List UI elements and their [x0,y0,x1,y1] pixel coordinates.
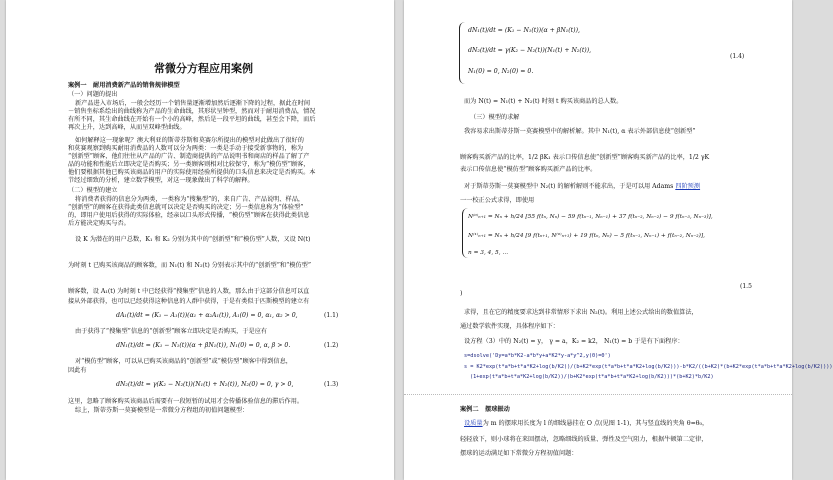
p10-text: 对于斯蒂芬斯一莫赛模型中 N₂(t) 的解析解则不能求出，于是可以用 Adams [464,183,674,190]
code-line-1: s=dsolve('Dy=a*b*K2-a*b*y+a*K2*y-a*y^2,y(0)=0') [464,353,611,359]
p1-line-3: 再次上升，达到高峰，从而呈双峰型曲线。 [68,124,186,131]
p2-line-3: 品的功能和性能后立即决定是否购买；另一类顾客则相对比较保守，称为“模仿型”顾客， [68,161,310,168]
page-break-line [404,394,792,395]
mass-link[interactable]: 设质量 [464,420,483,427]
p10-line-0 [464,183,700,191]
section-3-heading: （三）模型的求解 [470,114,520,121]
adams-index: n = 3, 4, 5, … [468,250,509,256]
p10-line-1: 一一校正公式求得，即使用 [460,197,535,204]
case2-heading-text: 摆球振动 [485,406,510,413]
p3-line-1: “创新型”的顾客在获得此类信息就可以决定是否购买的决定；另一类信息称为“体验型” [68,204,304,211]
p7: 这里，忽略了顾客购买该商品后需要有一段短暂的试用才会传播体验信息的滞后作用。 [68,398,304,405]
p4-line-2: 顾客数，设 A₁(t) 为时刻 t 中已经获得“搜集型”信息的人数，那么由于这部分信息可以直 [68,288,310,295]
equation-1-3-number: (1.3) [324,381,339,388]
equation-1-2: dN₁(t)/dt = (K₁ − N₁(t))(α + βN₁(t)), N₁(0) = 0, α, β > 0. [116,342,291,349]
case1-heading-text: 耐用消费新产品的销售规律模型 [93,82,180,89]
adams-link[interactable]: 四阶预测 [675,183,701,190]
p4-line-0: 设 K 为潜在的用户总数，K₁ 和 K₂ 分别为其中的“创新型”和“模仿型”人数，又设 N(t) [75,236,311,243]
p2-line-1: 和莫赛观察到购买耐用消费品的人数可以分为两类：一类是手动于接受新事物的，称为 [68,145,304,152]
p1-line-1: －销售坐标系绘出的曲线称为产品的生命曲线，其形状呈钟型，然而对于耐用消费品，情况 [68,108,316,115]
equation-1-2-number: (1.2) [324,342,339,349]
case1-heading [68,82,180,90]
p13-line-1: 轻轻放下，则小球将在来回摆动，忽略细线的质量、弹性及空气阻力，根据牛顿第二定律， [460,436,708,443]
p1-line-0: 新产品进入市场后，一般会经历一个销售量逐渐增加然后逐渐下降的过程，据此在时间 [75,100,311,107]
section-2-heading: （二）模型的建立 [68,187,118,194]
right-page [404,0,833,480]
section-1-heading: （一）问题的提出 [68,91,118,98]
p8: 综上，斯蒂芬斯一莫赛模型是一常微分方程组的初值问题模型： [75,407,249,414]
adams-corrector: N⁽¹⁾ₙ₊₁ = Nₙ + h/24 [9 f(tₙ₊₁, N⁽⁰⁾ₙ₊₁) + 19 f(tₙ, Nₙ) − 5 f(tₙ₋₁, Nₙ₋₁) + f(tₙ₋₂, Nₙ₋₂)], [468,233,705,239]
after-system: 而为 N(t) = N₁(t) + N₂(t) 时刻 t 购买该商品的总人数。 [464,98,623,105]
p11-line-0: 求得，且在它的精度要求达到非常情形下求出 N₂(t)。利用上述公式给出的数值算法， [464,309,698,316]
p3-line-2: 的，即用户使用后获得的实际体验，经亲以口头形式传播，“模仿型”顾客在获得此类信息 [68,212,310,219]
p11-line-1: 通过数学软件实现，具体程序如下： [460,323,559,330]
system-line-3: N₁(0) = 0, N₂(0) = 0. [468,68,534,75]
system-line-2: dN₂(t)/dt = γ(K₂ − N₂(t))(N₁(t) + N₂(t)), [468,47,592,54]
p1-line-2: 有所不同，其生命曲线在开始有一个小的高峰，然后是一段平坦的曲线，甚至会下降，而后 [68,116,316,123]
p2-line-2: “创新型”顾客，他们往往从产品的广告、制造商提供的产品说明书和商店的样品了解了产 [68,153,310,160]
p13-line-0 [464,420,708,428]
p3-line-3: 后方能决定购买与否。 [68,220,130,227]
p3-line-0: 将消费者获得的信息分为两类，一类称为“搜集型”的，来自广告、产品说明、样品， [75,196,305,203]
system-number: (1.4) [730,53,745,60]
p13-text: 为 m 的摆球用长度为 l 的细线悬挂在 O 点(见图 1-1)，其与竖直线的夹角 θ=θ₀， [482,420,709,427]
p9-line-1: 顾客购买新产品的比率，1/2 βK₁ 表示口传信息使“创新型”顾客购买新产品的比率，1/2 γK [460,154,710,161]
p2-line-4: 他们要根据其他已购买该商品的用户的实际使用经验所提供的口头信息来决定是否购买。本 [68,169,316,176]
adams-number: (1.5 [740,283,752,290]
case1-heading-prefix: 案例一 [68,82,87,89]
case2-heading-prefix: 案例二 [460,406,479,413]
code-line-3: (1+exp(t*a*b+t*a*K2+log(b/K2))/(b+K2*exp(t*a*b+t*a*K2+log(b/K2)))*(b+K2)*b/K2) [470,374,714,380]
equation-1-1-number: (1.1) [324,312,339,319]
p6-line-1: 因此有 [68,367,87,374]
p9-line-0: 我容易求出斯蒂芬斯一莫赛模型中的解析解。其中 N₁(t), α 表示外部信息使“创新型” [464,128,696,135]
p9-line-2: 表示口传信息使“模仿型”顾客购买新产品的比率。 [460,166,597,173]
p2-line-5: 节经过细致的分析，建立数学模型，对这一现象做出了科学的解释。 [68,177,254,184]
case2-heading [460,406,510,414]
system-brace [459,22,466,84]
p5: 由于获得了“搜集型”信息的“创新型”顾客立即决定是否购买，于是应有 [75,328,268,335]
p4-line-1: 为时刻 t 已购买该商品的顾客数，而 N₁(t) 和 N₂(t) 分别表示其中的“创新型”和“模仿型” [68,262,311,269]
system-line-1: dN₁(t)/dt = (K₁ − N₁(t))(α + βN₁(t)), [468,27,580,34]
adams-predictor: N⁽⁰⁾ₙ₊₁ = Nₙ + h/24 [55 f(tₙ, Nₙ) − 59 f(tₙ₋₁, Nₙ₋₁) + 37 f(tₙ₋₂, Nₙ₋₂) − 9 f(tₙ₋₃, Nₙ₋₃)], [468,214,713,220]
code-line-2: s = K2*exp(t*a*b+t*a*K2+log(b/K2))/(b+K2*exp(t*a*b+t*a*K2+log(b/K2)))-b*K2/((b+K2)*(b+K2*exp(t*a*b+t*a*K2+log(b/K2)))) [464,364,833,370]
equation-1-1: dA₁(t)/dt = (K₁ − A₁(t))(α₁ + α₂A₁(t)), A₁(0) = 0, α₁, α₂ > 0, [116,312,298,319]
p6-line-0: 对“模仿型”顾客，可以从已购买该商品的“创新型”或“模仿型”顾客中得到信息， [75,358,292,365]
page-title: 常微分方程应用案例 [154,62,253,75]
left-page [6,0,394,480]
p4-line-3: 接从外部获得，也可以已经获得这种信息的人群中获得，于是有类似于匹斯模型的建立有 [68,298,310,305]
bracket-close: ) [460,290,463,297]
p13-line-2: 摆球的运动满足如下常微分方程初值问题： [460,450,578,457]
p2-line-0: 如何解释这一现象呢？澳大利亚的斯蒂芬斯和莫赛尔所提出的模型对此做出了很好的 [75,137,304,144]
p12: 设方程（3）中的 N₂(t) = y， γ = a，K₂ = k2， N₁(t) = b 于是有下面程序： [464,338,684,345]
equation-1-3: dN₂(t)/dt = γ(K₂ − N₂(t))(N₁(t) + N₂(t)), N₂(0) = 0, γ > 0, [116,381,294,388]
